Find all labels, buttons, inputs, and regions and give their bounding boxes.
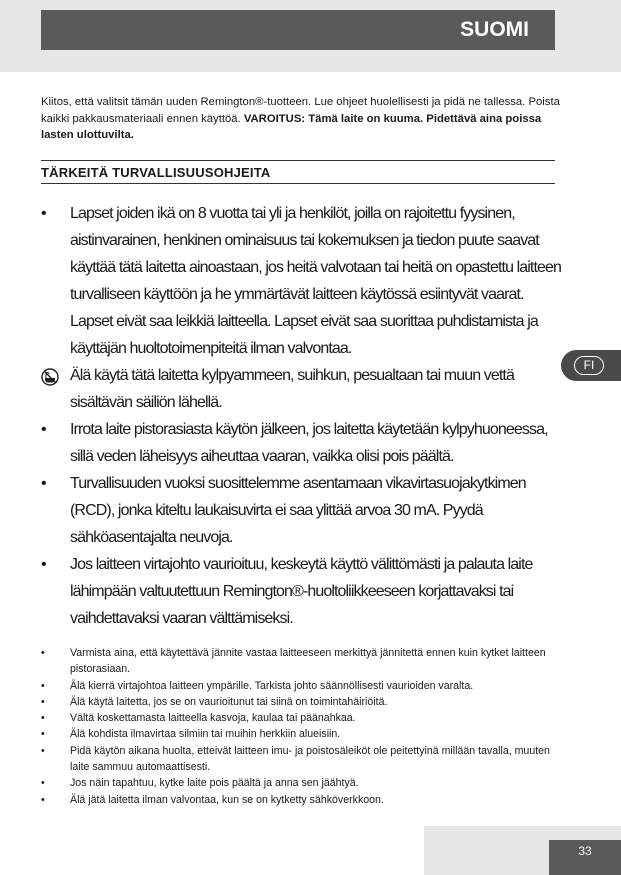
big-list-item <box>41 470 561 551</box>
big-list-text: Irrota laite pistorasiasta käytön jälkeen, jos laitetta käytetään kylpyhuoneessa, sillä veden läheisyys aiheuttaa vaaran, vaikka olisi pois päältä. <box>70 421 548 465</box>
language-title <box>41 10 555 50</box>
small-list-text: Jos näin tapahtuu, kytke laite pois päältä ja anna sen jäähtyä. <box>70 777 359 790</box>
big-list-item <box>41 200 561 362</box>
intro-warning: VAROITUS: Tämä laite on kuuma. Pidettävä aina poissa lasten ulottuvilta. <box>41 112 542 141</box>
bullet: • <box>41 712 45 725</box>
bullet: • <box>41 695 45 708</box>
bullet: • <box>41 744 45 757</box>
small-list-text: Älä käytä laitetta, jos se on vaurioitunut tai siinä on toimintahäiriöitä. <box>70 695 388 708</box>
page-number: 33 <box>549 840 621 875</box>
language-title-text: SUOMI <box>460 18 529 41</box>
bullet: • <box>41 777 45 790</box>
bullet: • <box>41 647 45 659</box>
intro-paragraph <box>41 94 561 144</box>
intro-text: Kiitos, että valitsit tämän uuden Remington®-tuotteen. Lue ohjeet huolellisesti ja pidä ne tallessa. Poista kaikki pakkausmateriaali ennen käyttöä. <box>41 96 560 125</box>
bullet: • <box>41 556 46 573</box>
small-list-item <box>41 710 561 726</box>
language-code-badge: FI <box>574 356 604 375</box>
big-safety-list <box>41 200 561 632</box>
small-list-item <box>41 694 561 710</box>
big-list-text: Älä käytä tätä laitetta kylpyammeen, suihkun, pesualtaan tai muun vettä sisältävän säiliön lähellä. <box>70 367 514 411</box>
small-safety-list <box>41 645 561 808</box>
small-list-item <box>41 775 561 791</box>
no-bath-icon <box>41 368 59 386</box>
section-title: TÄRKEITÄ TURVALLISUUSOHJEITA <box>41 160 555 184</box>
big-list-text: Lapset joiden ikä on 8 vuotta tai yli ja henkilöt, joilla on rajoitettu fyysinen, aistinvarainen, henkinen ominaisuus tai kokemuksen ja tiedon puute saavat käyttää tätä laitetta ainoastaan, jos heitä valvotaan tai heitä on opastettu laitteen turvalliseen käyttöön ja he ymmärtävät laitteen käytössä esiintyvät vaarat. Lapset eivät saa leikkiä laitteella. Lapset eivät saa suorittaa puhdistamista ja käyttäjän huoltotoimenpiteitä ilman valvontaa. <box>70 205 562 357</box>
small-list-text: Vältä koskettamasta laitteella kasvoja, kaulaa tai päänahkaa. <box>70 712 356 725</box>
big-list-item <box>41 362 561 416</box>
small-list-text: Älä jätä laitetta ilman valvontaa, kun se on kytketty sähköverkkoon. <box>70 793 384 806</box>
big-list-item <box>41 551 561 632</box>
big-list-item <box>41 416 561 470</box>
small-list-item <box>41 792 561 808</box>
big-list-text: Jos laitteen virtajohto vaurioituu, keskeytä käyttö välittömästi ja palauta laite lähimpään valtuutettuun Remington®-huoltoliikkeeseen korjattavaksi tai vaihdettavaksi vaaran välttämiseksi. <box>70 556 533 627</box>
small-list-text: Pidä käytön aikana huolta, etteivät laitteen imu- ja poistosäleiköt ole peitettyinä millään tavalla, muuten laite sammuu automaattisesti. <box>70 744 550 774</box>
bullet: • <box>41 793 45 806</box>
bullet: • <box>41 421 46 438</box>
big-list-text: Turvallisuuden vuoksi suosittelemme asentamaan vikavirtasuojakytkimen (RCD), jonka kiteltu laukaisuvirta ei saa ylittää arvoa 30 mA. Pyydä sähköasentajalta neuvoja. <box>70 475 526 546</box>
small-list-text: Älä kierrä virtajohtoa laitteen ympärille. Tarkista johto säännöllisesti vaurioiden varalta. <box>70 679 474 692</box>
bullet: • <box>41 205 46 222</box>
bullet: • <box>41 728 45 741</box>
small-list-item <box>41 678 561 694</box>
small-list-item <box>41 743 561 776</box>
small-list-item <box>41 726 561 742</box>
bullet: • <box>41 475 46 492</box>
small-list-item <box>41 645 561 678</box>
small-list-text: Varmista aina, että käytettävä jännite vastaa laitteeseen merkittyä jännitettä ennen kuin kytket laitteen pistorasiaan. <box>70 647 546 676</box>
bullet: • <box>41 679 45 692</box>
small-list-text: Älä kohdista ilmavirtaa silmiin tai muihin herkkiin alueisiin. <box>70 728 341 741</box>
language-side-tab <box>561 350 621 381</box>
